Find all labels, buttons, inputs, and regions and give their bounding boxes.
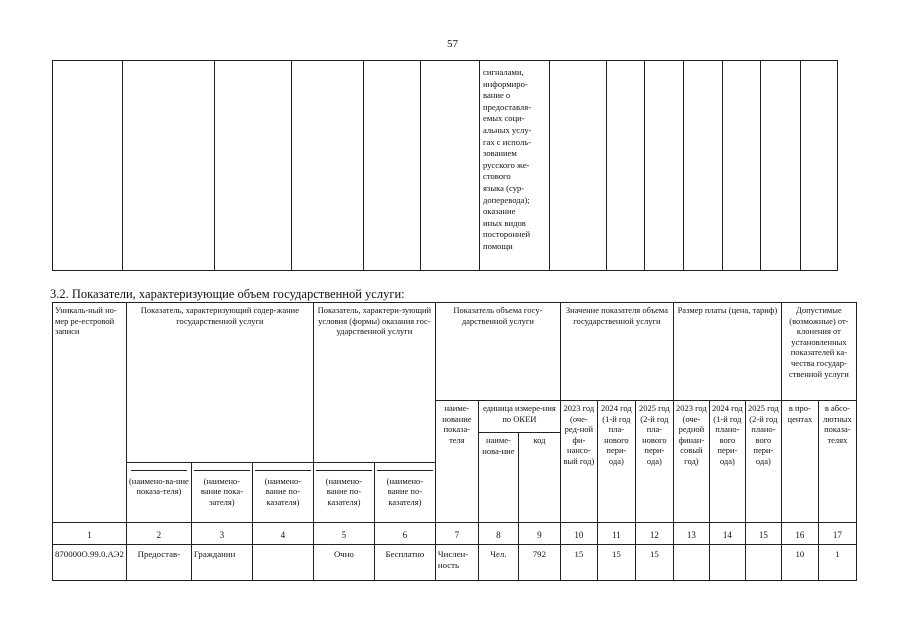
continuation-cell: [723, 61, 761, 271]
header-unit-okei: единица измере-ния по ОКЕИ: [478, 401, 560, 433]
continuation-cell: [550, 61, 607, 271]
continuation-cell: [645, 61, 684, 271]
column-number: 15: [745, 523, 781, 545]
continuation-cell: [215, 61, 292, 271]
continuation-text-line: емых соци-: [483, 113, 525, 124]
column-number: 2: [126, 523, 191, 545]
column-number: 8: [478, 523, 518, 545]
subheader-condition-1: (наимено-вание по-казателя): [313, 463, 374, 523]
header-value-2023: 2023 год (оче-ред-ной фи-нансо-вый год): [560, 401, 597, 523]
cell-fee-2023: [673, 545, 709, 581]
subheader-content-1: (наимено-ва-ние показа-теля): [126, 463, 191, 523]
header-deviations: Допустимые (возможные) от-клонения от установленных показателей ка-чества государ-ственной услуги: [781, 303, 856, 401]
page-number: 57: [447, 38, 458, 50]
cell-fee-2024: [709, 545, 745, 581]
continuation-text-line: альных услу-: [483, 124, 532, 135]
cell-value-2025: 15: [635, 545, 673, 581]
column-number: 10: [560, 523, 597, 545]
continuation-text: [480, 61, 549, 253]
column-number: 6: [374, 523, 435, 545]
header-unit-name: наиме-нова-ние: [478, 433, 518, 523]
cell-value-2024: 15: [597, 545, 635, 581]
header-fee-2024: 2024 год (1-й год плано-вого пери-ода): [709, 401, 745, 523]
header-deviation-percent: в про-центах: [781, 401, 818, 523]
column-number: 17: [818, 523, 856, 545]
continuation-text-line: иных видов: [483, 217, 526, 228]
header-conditions-indicator: Показатель, характери-зующий условия (формы) оказания гос-ударственной услуги: [313, 303, 435, 463]
column-number: 14: [709, 523, 745, 545]
continuation-text-line: гах с исполь-: [483, 136, 532, 147]
column-number: 7: [435, 523, 478, 545]
cell-unit-code: 792: [518, 545, 560, 581]
subheader-content-3: (наимено-вание по-казателя): [252, 463, 313, 523]
continuation-cell: [421, 61, 480, 271]
continuation-text-line: сигналами,: [483, 67, 524, 77]
table-row: [53, 545, 857, 581]
header-fee-2025: 2025 год (2-й год плано-вого пери-ода): [745, 401, 781, 523]
continuation-text-line: зованием: [483, 148, 517, 159]
continuation-text-line: предоставля-: [483, 101, 532, 112]
continuation-cell: [607, 61, 645, 271]
header-indicator-name: наиме-нование показа-теля: [435, 401, 478, 523]
cell-deviation-percent: 10: [781, 545, 818, 581]
continuation-text-line: помощи: [483, 240, 513, 251]
continuation-cell: [684, 61, 723, 271]
header-value-2024: 2024 год (1-й год пла-нового пери-ода): [597, 401, 635, 523]
cell-deviation-absolute: 1: [818, 545, 856, 581]
continuation-cell: [761, 61, 801, 271]
continuation-cell: [364, 61, 421, 271]
section-title: 3.2. Показатели, характеризующие объем государственной услуги:: [50, 287, 405, 301]
column-number: 12: [635, 523, 673, 545]
continuation-text-line: русского же-: [483, 159, 530, 170]
continuation-cell: [801, 61, 838, 271]
continuation-cell: [292, 61, 364, 271]
cell-condition-2: Бесплатно: [374, 545, 435, 581]
column-number: 5: [313, 523, 374, 545]
header-registry-number: Уникаль-ный но-мер ре-естровой записи: [53, 303, 127, 523]
volume-indicators-table: [52, 302, 857, 581]
header-value-2025: 2025 год (2-й год пла-нового пери-ода): [635, 401, 673, 523]
cell-fee-2025: [745, 545, 781, 581]
continuation-text-line: оказание: [483, 206, 516, 217]
cell-unit-name: Чел.: [478, 545, 518, 581]
cell-value-2023: 15: [560, 545, 597, 581]
continuation-text-line: стового: [483, 171, 511, 182]
continuation-text-line: посторонней: [483, 229, 531, 240]
cell-content-1: Предостав-: [126, 545, 191, 581]
cell-condition-1: Очно: [313, 545, 374, 581]
column-number: 11: [597, 523, 635, 545]
continuation-table: [52, 60, 838, 271]
column-number: 4: [252, 523, 313, 545]
column-number: 1: [53, 523, 127, 545]
header-volume-value: Значение показателя объема государственной услуги: [560, 303, 673, 401]
header-deviation-absolute: в абсо-лютных показа-телях: [818, 401, 856, 523]
continuation-text-line: доперевода);: [483, 194, 530, 205]
cell-indicator-name: Числен-ность: [435, 545, 478, 581]
subheader-condition-2: (наимено-вание по-казателя): [374, 463, 435, 523]
subheader-content-2: (наимено-вание пока-зателя): [191, 463, 252, 523]
header-fee: Размер платы (цена, тариф): [673, 303, 781, 401]
column-number: 3: [191, 523, 252, 545]
cell-content-2: Гражданин: [191, 545, 252, 581]
header-volume-indicator: Показатель объема госу-дарственной услуги: [435, 303, 560, 401]
continuation-text-line: языка (сур-: [483, 182, 525, 193]
column-number: 9: [518, 523, 560, 545]
cell-content-3: [252, 545, 313, 581]
column-number: 13: [673, 523, 709, 545]
header-unit-code: код: [518, 433, 560, 523]
column-number: 16: [781, 523, 818, 545]
continuation-cell: [123, 61, 215, 271]
continuation-cell: [53, 61, 123, 271]
header-fee-2023: 2023 год (оче-редной финан-совый год): [673, 401, 709, 523]
continuation-text-line: информиро-: [483, 78, 528, 89]
continuation-text-cell: [480, 61, 550, 271]
header-content-indicator: Показатель, характеризующий содер-жание государственной услуги: [126, 303, 313, 463]
cell-registry-number: 870000О.99.0.АЭ2: [53, 545, 127, 581]
continuation-text-line: вание о: [483, 90, 511, 101]
column-numbers-row: [53, 523, 857, 545]
